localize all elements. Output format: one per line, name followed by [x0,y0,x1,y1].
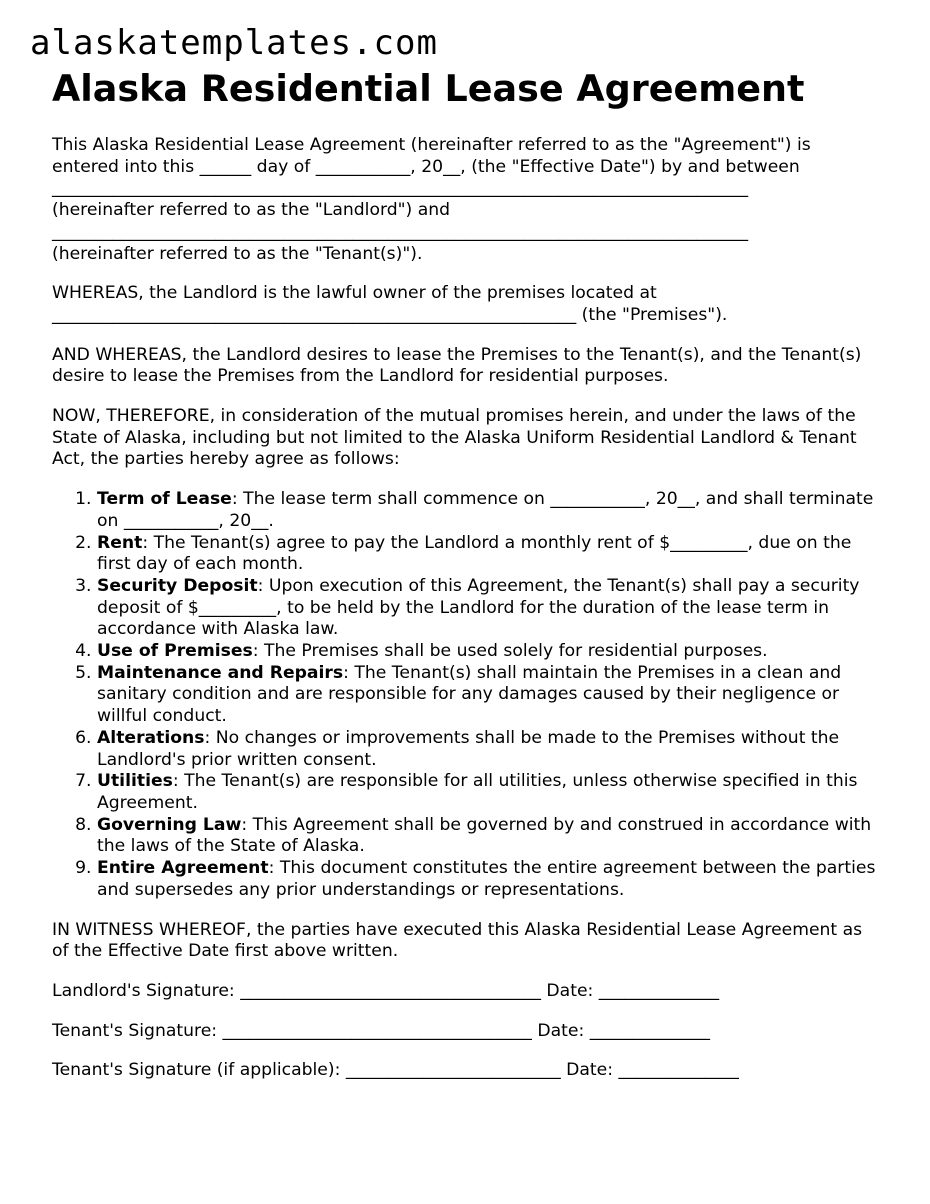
whereas-owner-paragraph [52,283,882,326]
term-text: : The lease term shall commence on ___________, 20__, and shall terminate on ___________, 20__. [97,489,874,531]
term-text: : The Premises shall be used solely for residential purposes. [252,641,768,662]
term-text: : This document constitutes the entire agreement between the parties and supersedes any prior understandings or representations. [97,858,876,900]
term-heading: Utilities [97,771,173,792]
tenant-reference: (hereinafter referred to as the "Tenant(s)"). [52,243,423,264]
intro-paragraph [52,135,882,265]
term-text: : No changes or improvements shall be made to the Premises without the Landlord's prior written consent. [97,727,840,770]
intro-line-2: entered into this ______ day of ___________, 20__, (the "Effective Date") by and between [52,156,800,177]
term-text: : This Agreement shall be governed by and construed in accordance with the laws of the State of Alaska. [97,814,872,857]
term-heading: Term of Lease [97,489,232,510]
term-text: : The Tenant(s) shall maintain the Premises in a clean and sanitary condition and are responsible for any damages caused by their negligence or willful conduct. [97,662,842,727]
term-item-security-deposit [97,576,882,641]
term-heading: Use of Premises [97,641,253,662]
term-item-alterations [97,728,882,771]
site-watermark: alaskatemplates.com [30,23,438,63]
term-heading: Governing Law [97,814,242,835]
term-text: : Upon execution of this Agreement, the Tenant(s) shall pay a security deposit of $_________, to be held by the Landlord for the duration of the lease term in accordance with Alaska law. [97,575,860,640]
term-item-lease-term [97,489,882,532]
term-item-rent [97,533,882,576]
term-heading: Rent [97,532,143,553]
premises-address-blank: _____________________________________________________________ (the "Premises"). [52,304,728,325]
second-tenant-signature-line: Tenant's Signature (if applicable): _________________________ Date: ______________ [52,1060,739,1081]
whereas-lease-paragraph: AND WHEREAS, the Landlord desires to lease the Premises to the Tenant(s), and the Tenant(s) desire to lease the Premises from the Landlord for residential purposes. [52,344,862,387]
term-item-maintenance [97,663,882,728]
tenant-name-blank: _________________________________________________________________________________ [52,221,749,242]
term-item-entire-agreement [97,858,882,901]
intro-line-1: This Alaska Residential Lease Agreement (hereinafter referred to as the "Agreement") is [52,135,811,155]
term-text: : The Tenant(s) are responsible for all utilities, unless otherwise specified in this Agreement. [97,771,858,813]
document-body [52,135,882,1082]
term-item-use-of-premises [97,641,882,663]
landlord-name-blank: _________________________________________________________________________________ [52,178,749,199]
term-text: : The Tenant(s) agree to pay the Landlord a monthly rent of $_________, due on the first day of each month. [97,532,852,575]
terms-list [52,489,882,901]
term-heading: Alterations [97,727,205,748]
lease-document [52,68,882,1082]
now-therefore-paragraph: NOW, THEREFORE, in consideration of the mutual promises herein, and under the laws of the State of Alaska, including but not limited to the Alaska Uniform Residential Landlord & Tenant Act, the parties hereby agree as follows: [52,406,857,470]
document-title: Alaska Residential Lease Agreement [52,67,805,110]
landlord-reference: (hereinafter referred to as the "Landlord") and [52,200,451,221]
term-item-governing-law [97,815,882,858]
landlord-signature-line: Landlord's Signature: ___________________________________ Date: ______________ [52,980,720,1001]
witness-paragraph: IN WITNESS WHEREOF, the parties have executed this Alaska Residential Lease Agreement as of the Effective Date first above written. [52,919,863,962]
term-heading: Entire Agreement [97,858,269,879]
term-heading: Maintenance and Repairs [97,662,344,683]
whereas-owner-line-1: WHEREAS, the Landlord is the lawful owner of the premises located at [52,283,657,304]
term-heading: Security Deposit [97,575,258,596]
tenant-signature-line: Tenant's Signature: ____________________________________ Date: ______________ [52,1020,711,1041]
term-item-utilities [97,771,882,814]
